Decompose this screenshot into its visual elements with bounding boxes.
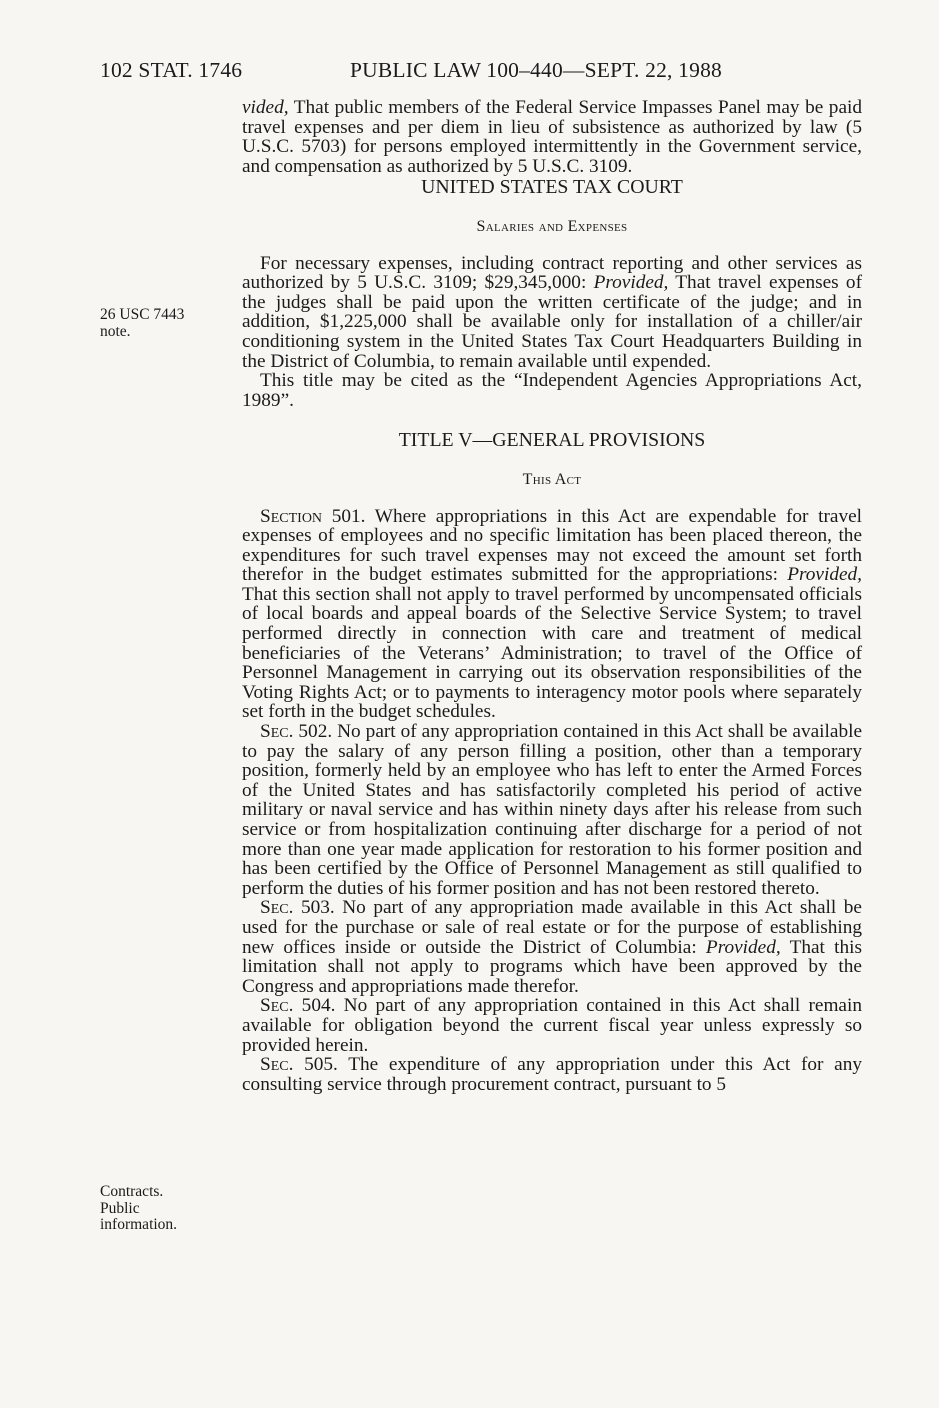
section-label: Section (260, 505, 323, 527)
title-heading-general-provisions: TITLE V—GENERAL PROVISIONS (398, 429, 706, 452)
section-505 (242, 1055, 862, 1094)
paragraph-short-title: This title may be cited as the “Independent Agencies Appropriations Act, 1989”. (242, 370, 862, 411)
section-label: Sec. (260, 897, 294, 919)
subheading-this-act: This Act (522, 470, 582, 488)
margin-note-contracts-line2: Public (100, 1199, 140, 1217)
paragraph-tax-court-appropriation (242, 254, 862, 372)
page-header (100, 58, 860, 88)
margin-note-usc-line2: note. (100, 322, 131, 340)
paragraph-text: For necessary expenses, including contract reporting and other services as authorized by 5 U.S.C. 3109; $29,345,000: (242, 252, 862, 294)
section-text: 503. No part of any appropriation made available in this Act shall be used for the purchase or sale of real estate or for the purpose of establishing new offices inside or outside the District of Columbia: (242, 897, 862, 958)
margin-note-usc (100, 307, 184, 340)
section-503 (242, 898, 862, 996)
margin-note-usc-line1: 26 USC 7443 (100, 306, 185, 323)
section-text: That this section shall not apply to travel performed by uncompensated officials of local boards and appeal boards of the Selective Service System; to travel performed directly in connection with care and treatment of medical beneficiaries of the Veterans’ Administration; to travel of the Office of Personnel Management in carrying out its observation responsibilities of the Voting Rights Act; or to payments to interagency motor pools where separately set forth in the budget schedules. (242, 583, 862, 723)
italic-provided: Provided, (593, 272, 669, 294)
margin-note-contracts-line3: information. (100, 1216, 178, 1233)
stat-page-number: 102 STAT. 1746 (100, 58, 243, 82)
paragraph-text: That travel expenses of the judges shall be paid upon the written certificate of the judge; and in addition, $1,225,000 shall be available only for installation of a chiller/air conditioning system in the United States Tax Court Headquarters Building in the District of Columbia, to remain available until expended. (242, 272, 862, 372)
section-text: 505. The expenditure of any appropriation under this Act for any consulting service through procurement contract, pursuant to 5 (242, 1054, 862, 1095)
document-body (242, 98, 862, 1094)
section-501 (242, 507, 862, 723)
section-text: 504. No part of any appropriation contained in this Act shall remain available for obligation beyond the current fiscal year unless expressly so provided herein. (242, 995, 862, 1056)
paragraph-impasses-panel (242, 98, 862, 176)
subheading-salaries-expenses: Salaries and Expenses (476, 217, 628, 235)
section-text: 502. No part of any appropriation contained in this Act shall be available to pay the salary of any person filling a position, other than a temporary position, formerly held by an employee who has left to enter the Armed Forces of the United States and has satisfactorily completed his period of active military or naval service and has within ninety days after his release from such service or from hospitalization continuing after discharge for a period of not more than one year made application for restoration to his former position and has been certified by the Office of Personnel Management as still qualified to perform the duties of his former position and has not been restored thereto. (242, 721, 862, 899)
italic-provided: vided, (242, 97, 289, 118)
margin-note-contracts (100, 1184, 177, 1234)
section-label: Sec. (260, 995, 294, 1017)
italic-provided: Provided, (787, 564, 862, 586)
section-label: Sec. (260, 721, 294, 743)
italic-provided: Provided, (705, 936, 781, 958)
section-text: 501. Where appropriations in this Act are expendable for travel expenses of employees and no specific limitation has been placed thereon, the expenditures for such travel expenses may not exceed the amount set forth therefor in the budget estimates submitted for the appropriations: (242, 505, 862, 586)
running-title: PUBLIC LAW 100–440—SEPT. 22, 1988 (350, 58, 722, 82)
section-label: Sec. (260, 1054, 294, 1076)
section-502 (242, 722, 862, 898)
section-text: That this limitation shall not apply to programs which have been approved by the Congress and appropriations made therefor. (242, 936, 862, 997)
section-504 (242, 996, 862, 1055)
section-heading-tax-court: UNITED STATES TAX COURT (421, 176, 683, 199)
margin-note-contracts-line1: Contracts. (100, 1183, 164, 1200)
paragraph-text: That public members of the Federal Service Impasses Panel may be paid travel expenses and per diem in lieu of subsistence as authorized by law (5 U.S.C. 5703) for persons employed intermittently in the Government service, and compensation as authorized by 5 U.S.C. 3109. (242, 97, 862, 177)
